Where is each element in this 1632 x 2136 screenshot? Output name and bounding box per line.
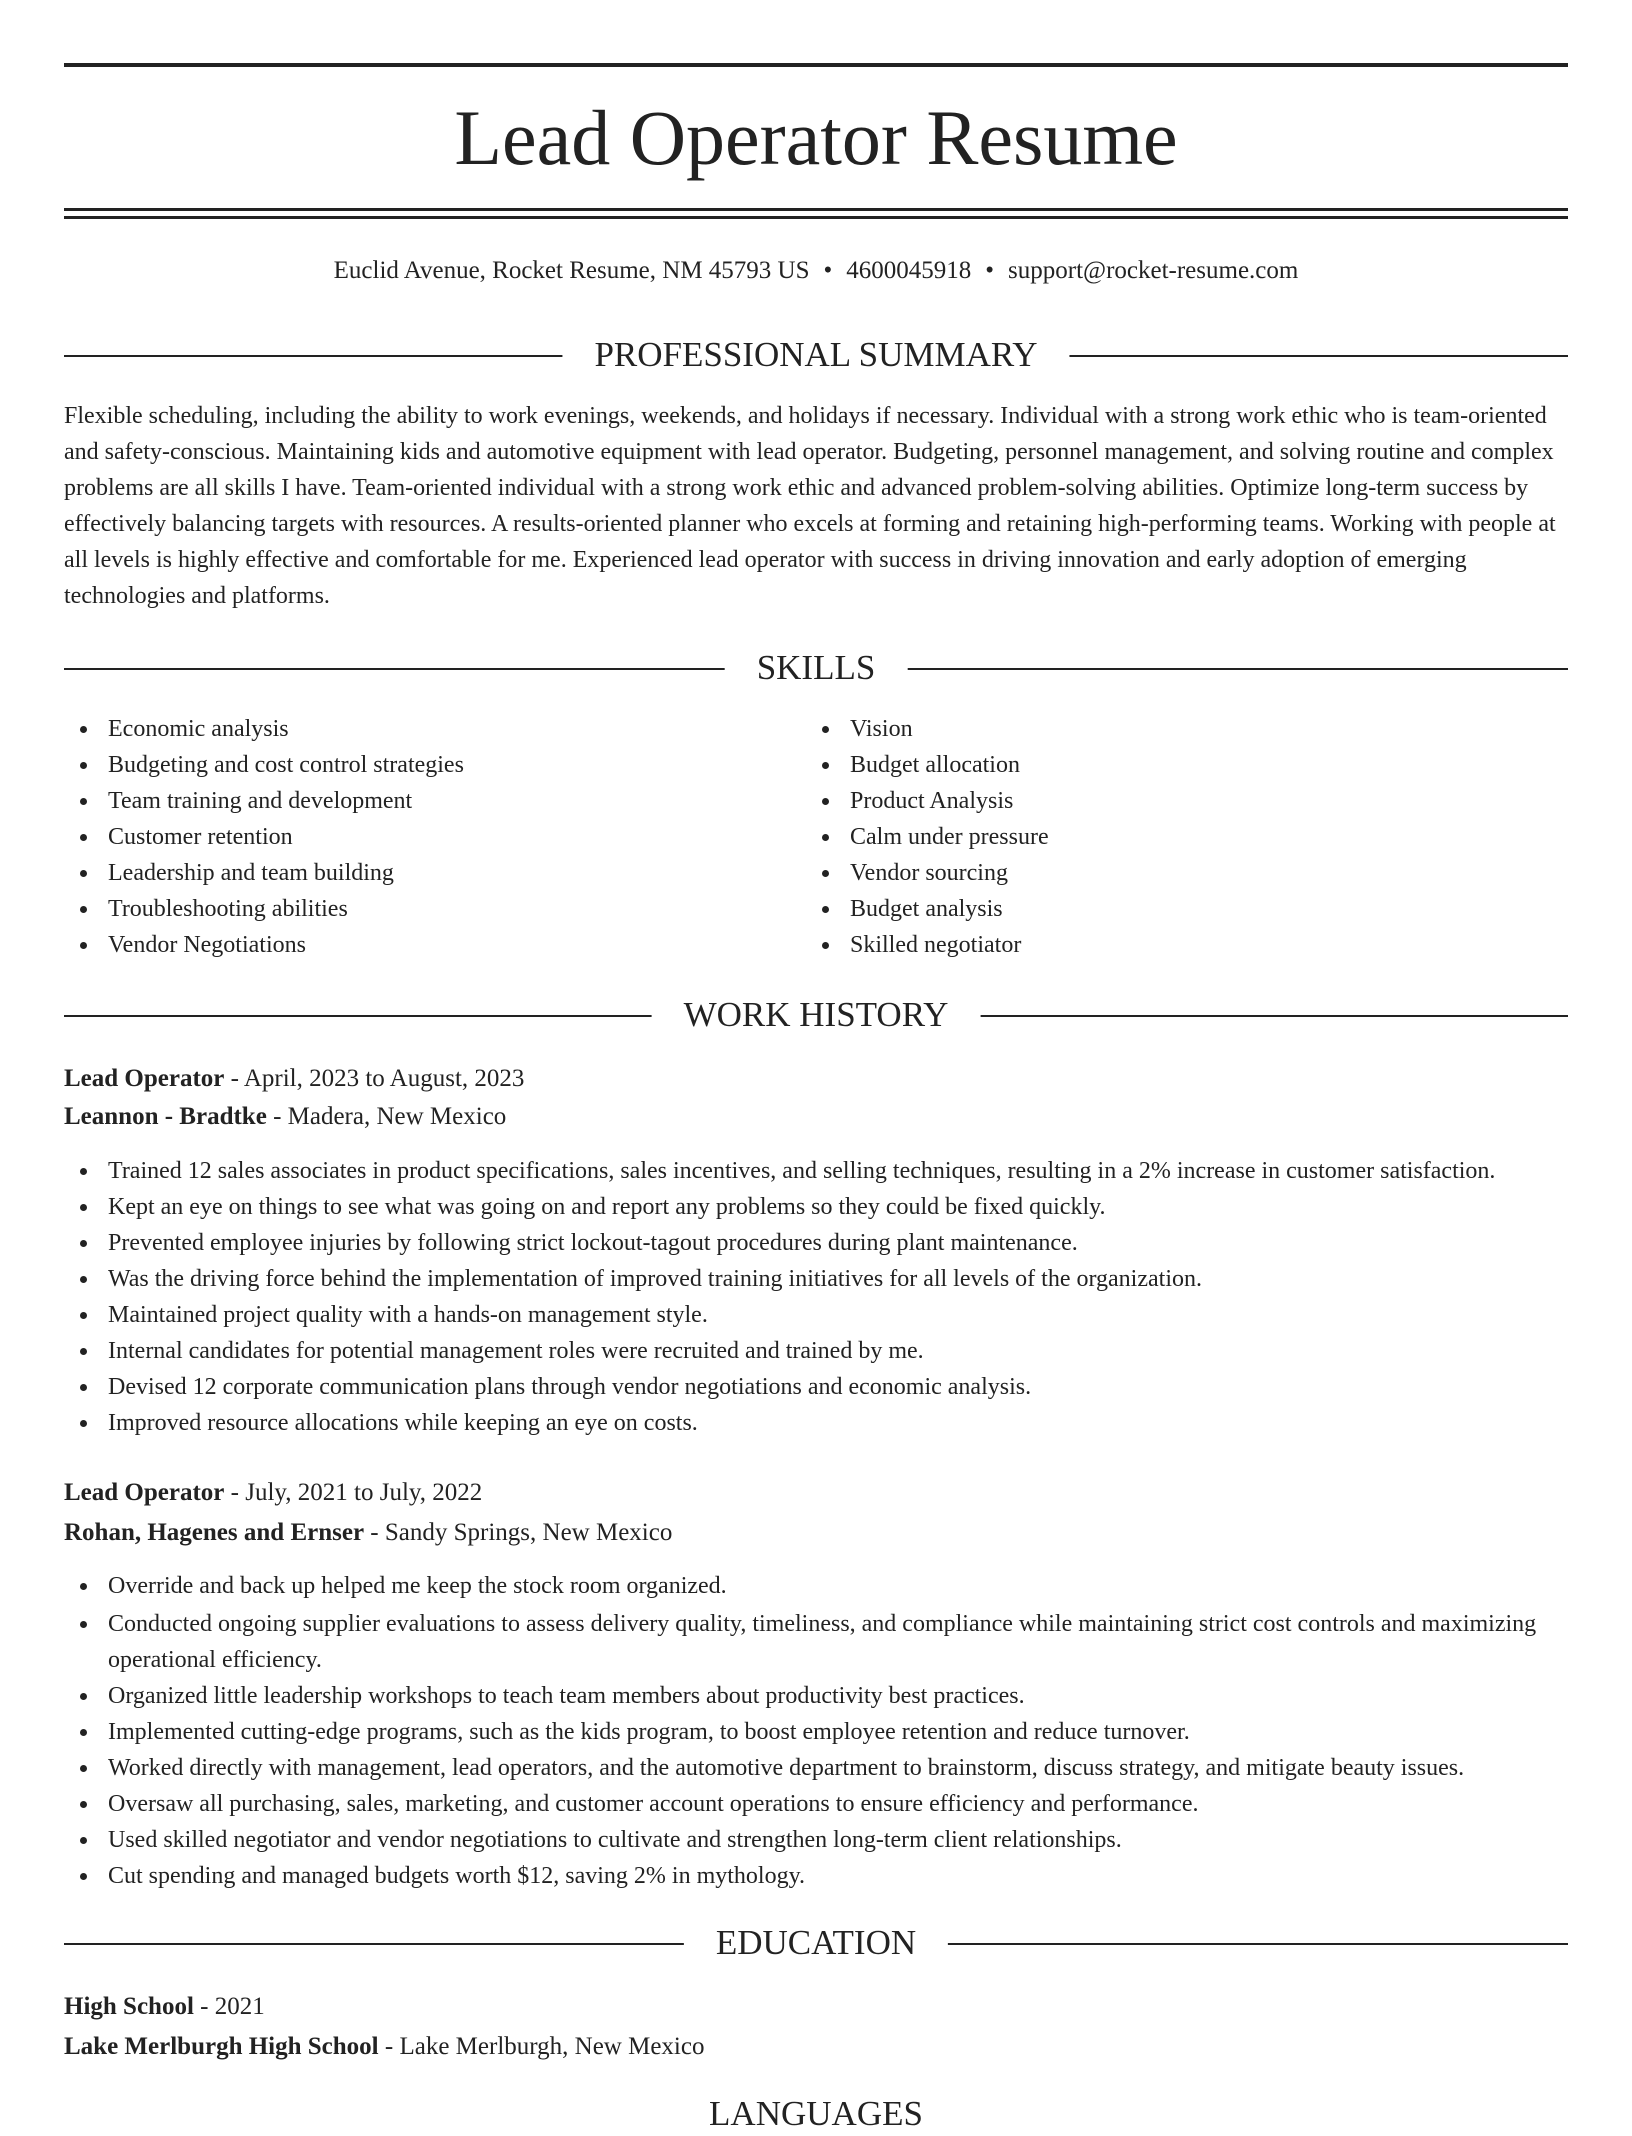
job-dates: - July, 2021 to July, 2022 (224, 1479, 483, 1506)
job-company: Rohan, Hagenes and Ernser (64, 1519, 365, 1546)
contact-separator: • (985, 257, 995, 284)
section-title: PROFESSIONAL SUMMARY (562, 333, 1069, 377)
resume-title: Lead Operator Resume (454, 94, 1178, 181)
job-bullets (64, 1568, 1568, 1894)
job-bullet: Devised 12 corporate communication plans through vendor negotiations and economic analysis. (64, 1369, 1568, 1405)
skill-item: Team training and development (64, 783, 764, 819)
skill-item: Vendor sourcing (806, 855, 1506, 891)
job-company-line (64, 1099, 1568, 1135)
job-bullet: Improved resource allocations while keeping an eye on costs. (64, 1405, 1568, 1441)
job-bullets (64, 1153, 1568, 1441)
contact-phone: 4600045918 (846, 257, 972, 284)
summary-heading (64, 333, 1568, 377)
skill-item: Budget analysis (806, 891, 1506, 927)
job-location: - Madera, New Mexico (266, 1103, 507, 1130)
skill-item: Economic analysis (64, 711, 764, 747)
job-bullet: Override and back up helped me keep the stock room organized. (64, 1568, 1568, 1604)
job-title-line (64, 1475, 1568, 1511)
contact-line (64, 253, 1568, 289)
summary-text: Flexible scheduling, including the ability to work evenings, weekends, and holidays if necessary. Individual with a strong work ethic who is team-oriented and safety-conscious. Maintaining kids and automotive equipment with lead operator. Budgeting, personnel management, and solving routine and complex problems are all skills I have. Team-oriented individual with a strong work ethic and advanced problem-solving abilities. Optimize long-term success by effectively balancing targets with resources. A results-oriented planner who excels at forming and retaining high-performing teams. Working with people at all levels is highly effective and comfortable for me. Experienced lead operator with success in driving innovation and early adoption of emerging technologies and platforms. (64, 403, 1556, 609)
contact-email: support@rocket-resume.com (1008, 257, 1299, 284)
title-rule-lower (64, 216, 1568, 219)
skills-list-right (806, 711, 1506, 963)
job-bullet: Worked directly with management, lead operators, and the automotive department to brainstorm, discuss strategy, and mitigate beauty issues. (64, 1750, 1568, 1786)
skill-item: Troubleshooting abilities (64, 891, 764, 927)
title-rule-upper (64, 208, 1568, 211)
job-bullet: Organized little leadership workshops to teach team members about productivity best practices. (64, 1678, 1568, 1714)
job-bullet: Conducted ongoing supplier evaluations to assess delivery quality, timeliness, and compliance while maintaining strict cost controls and maximizing operational efficiency. (64, 1606, 1568, 1678)
job-title-line (64, 1061, 1568, 1097)
education-school-line (64, 2029, 1568, 2065)
section-title: LANGUAGES (677, 2092, 955, 2136)
job-bullet: Oversaw all purchasing, sales, marketing, and customer account operations to ensure efficiency and performance. (64, 1786, 1568, 1822)
skill-item: Leadership and team building (64, 855, 764, 891)
skill-item: Calm under pressure (806, 819, 1506, 855)
section-title: SKILLS (725, 646, 908, 690)
job-bullet: Trained 12 sales associates in product specifications, sales incentives, and selling techniques, resulting in a 2% increase in customer satisfaction. (64, 1153, 1568, 1189)
job-bullet: Prevented employee injuries by following strict lockout-tagout procedures during plant maintenance. (64, 1225, 1568, 1261)
job-bullet: Implemented cutting-edge programs, such as the kids program, to boost employee retention and reduce turnover. (64, 1714, 1568, 1750)
job-bullet: Was the driving force behind the implementation of improved training initiatives for all levels of the organization. (64, 1261, 1568, 1297)
job-company-line (64, 1515, 1568, 1551)
languages-heading (64, 2092, 1568, 2136)
skill-item: Product Analysis (806, 783, 1506, 819)
work-history-heading (64, 993, 1568, 1037)
skill-item: Vendor Negotiations (64, 927, 764, 963)
job-title: Lead Operator (64, 1065, 225, 1092)
top-rule (64, 63, 1568, 67)
skill-item: Vision (806, 711, 1506, 747)
contact-separator: • (823, 257, 833, 284)
skill-item: Skilled negotiator (806, 927, 1506, 963)
job-bullet: Used skilled negotiator and vendor negotiations to cultivate and strengthen long-term client relationships. (64, 1822, 1568, 1858)
skill-item: Budgeting and cost control strategies (64, 747, 764, 783)
job-bullet: Cut spending and managed budgets worth $12, saving 2% in mythology. (64, 1858, 1568, 1894)
education-school: Lake Merlburgh High School (64, 2033, 379, 2060)
job-title: Lead Operator (64, 1479, 225, 1506)
skill-item: Customer retention (64, 819, 764, 855)
job-dates: - April, 2023 to August, 2023 (224, 1065, 525, 1092)
job-bullet: Internal candidates for potential management roles were recruited and trained by me. (64, 1333, 1568, 1369)
skills-heading (64, 646, 1568, 690)
skills-list-left (64, 711, 764, 963)
section-title: EDUCATION (684, 1921, 948, 1965)
job-bullet: Maintained project quality with a hands-on management style. (64, 1297, 1568, 1333)
education-degree-line (64, 1989, 1568, 2025)
education-heading (64, 1921, 1568, 1965)
skill-item: Budget allocation (806, 747, 1506, 783)
job-location: - Sandy Springs, New Mexico (364, 1519, 673, 1546)
education-location: - Lake Merlburgh, New Mexico (378, 2033, 705, 2060)
education-year: - 2021 (193, 1993, 265, 2020)
job-bullet: Kept an eye on things to see what was going on and report any problems so they could be fixed quickly. (64, 1189, 1568, 1225)
section-title: WORK HISTORY (652, 993, 981, 1037)
education-degree: High School (64, 1993, 194, 2020)
job-company: Leannon - Bradtke (64, 1103, 267, 1130)
contact-address: Euclid Avenue, Rocket Resume, NM 45793 US (333, 257, 810, 284)
